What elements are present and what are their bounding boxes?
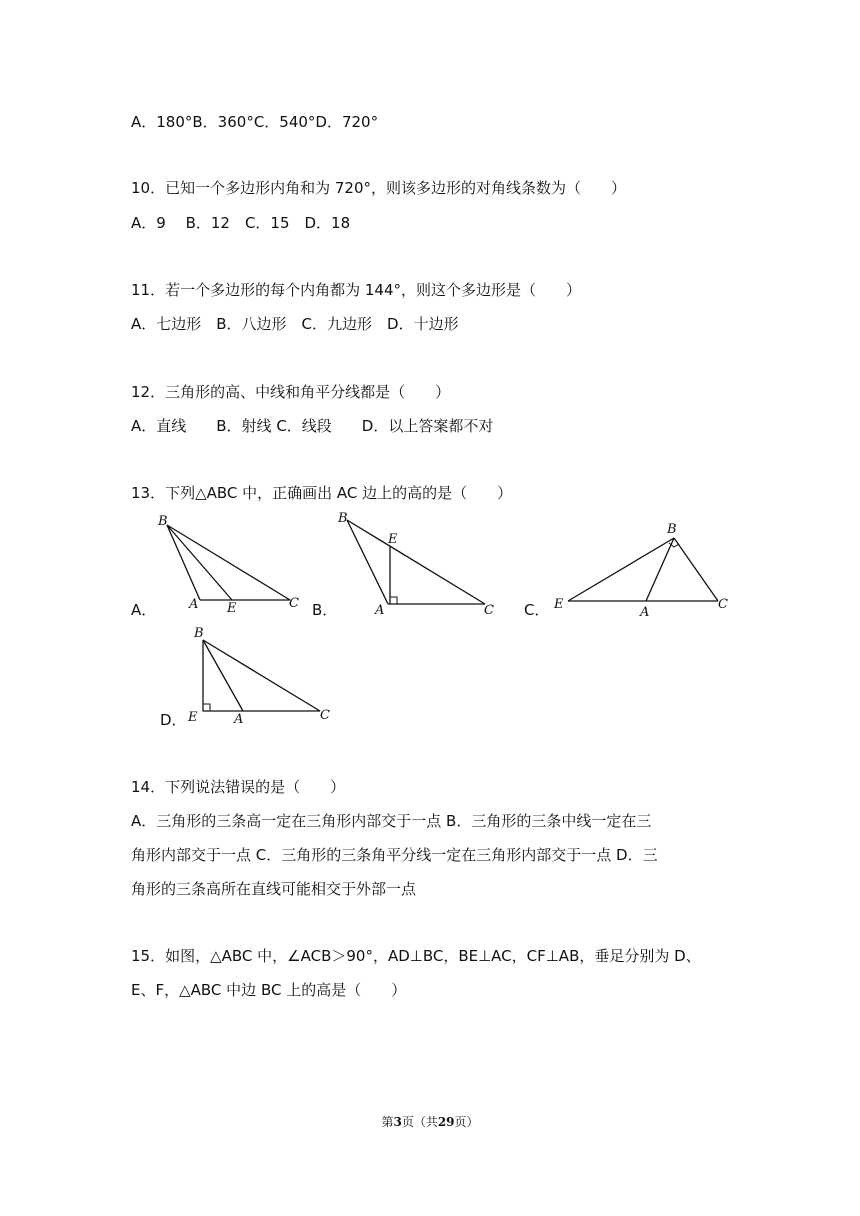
q15-stem-line2: E、F，△ABC 中边 BC 上的高是（ ） [131,981,407,999]
q13-option-b-label: B． [312,601,338,619]
q13-figure-d [180,622,340,728]
q13-figure-b [333,506,503,618]
q13d-point-c: C [320,708,330,723]
footer-page-number: 3 [393,1115,402,1129]
q13b-point-a: A [375,603,385,618]
q13-option-d-label: D． [160,711,187,729]
q13d-point-e: E [188,710,198,725]
q15-stem-line1: 15．如图，△ABC 中，∠ACB＞90°，AD⊥BC，BE⊥AC，CF⊥AB，垂足分别为 D、 [131,947,701,965]
q13a-point-e: E [227,601,237,616]
q12-stem: 12．三角形的高、中线和角平分线都是（ ） [131,383,451,401]
q13a-point-b: B [158,514,168,529]
q13d-point-b: B [194,626,204,641]
q13a-point-a: A [189,597,199,612]
q13a-point-c: C [289,596,299,611]
q13-option-c-label: C． [524,601,550,619]
q9-options: A．180°B．360°C．540°D．720° [131,113,379,131]
q13-figure-a [150,508,310,618]
q13c-point-c: C [718,597,728,612]
footer-suffix: 页） [454,1115,479,1129]
footer-prefix: 第 [381,1115,394,1129]
footer-middle: 页（共 [401,1115,438,1129]
q14-stem: 14．下列说法错误的是（ ） [131,778,346,796]
q14-options-line2: 角形内部交于一点 C．三角形的三条角平分线一定在三角形内部交于一点 D．三 [131,846,658,864]
q10-options: A．9 B．12 C．15 D．18 [131,214,351,232]
q10-stem: 10．已知一个多边形内角和为 720°，则该多边形的对角线条数为（ ） [131,179,626,197]
q13b-point-b: B [338,511,348,526]
q14-options-line3: 角形的三条高所在直线可能相交于外部一点 [131,880,417,898]
q11-options: A．七边形 B．八边形 C．九边形 D．十边形 [131,315,459,333]
q13d-point-a: A [234,712,244,727]
q12-options: A．直线 B．射线 C．线段 D．以上答案都不对 [131,417,494,435]
q11-stem: 11．若一个多边形的每个内角都为 144°，则这个多边形是（ ） [131,281,581,299]
q13b-point-c: C [484,603,494,618]
q13-figure-c [548,516,738,620]
q13c-point-a: A [640,605,650,620]
q13c-point-b: B [667,522,677,537]
q13b-point-e: E [388,532,398,547]
q13-stem: 13．下列△ABC 中，正确画出 AC 边上的高的是（ ） [131,484,513,502]
q13c-point-e: E [554,597,564,612]
q13-option-a-label: A． [131,601,157,619]
q14-options-line1: A．三角形的三条高一定在三角形内部交于一点 B．三角形的三条中线一定在三 [131,812,652,830]
page-footer [0,1113,860,1130]
footer-total-pages: 29 [437,1115,455,1129]
